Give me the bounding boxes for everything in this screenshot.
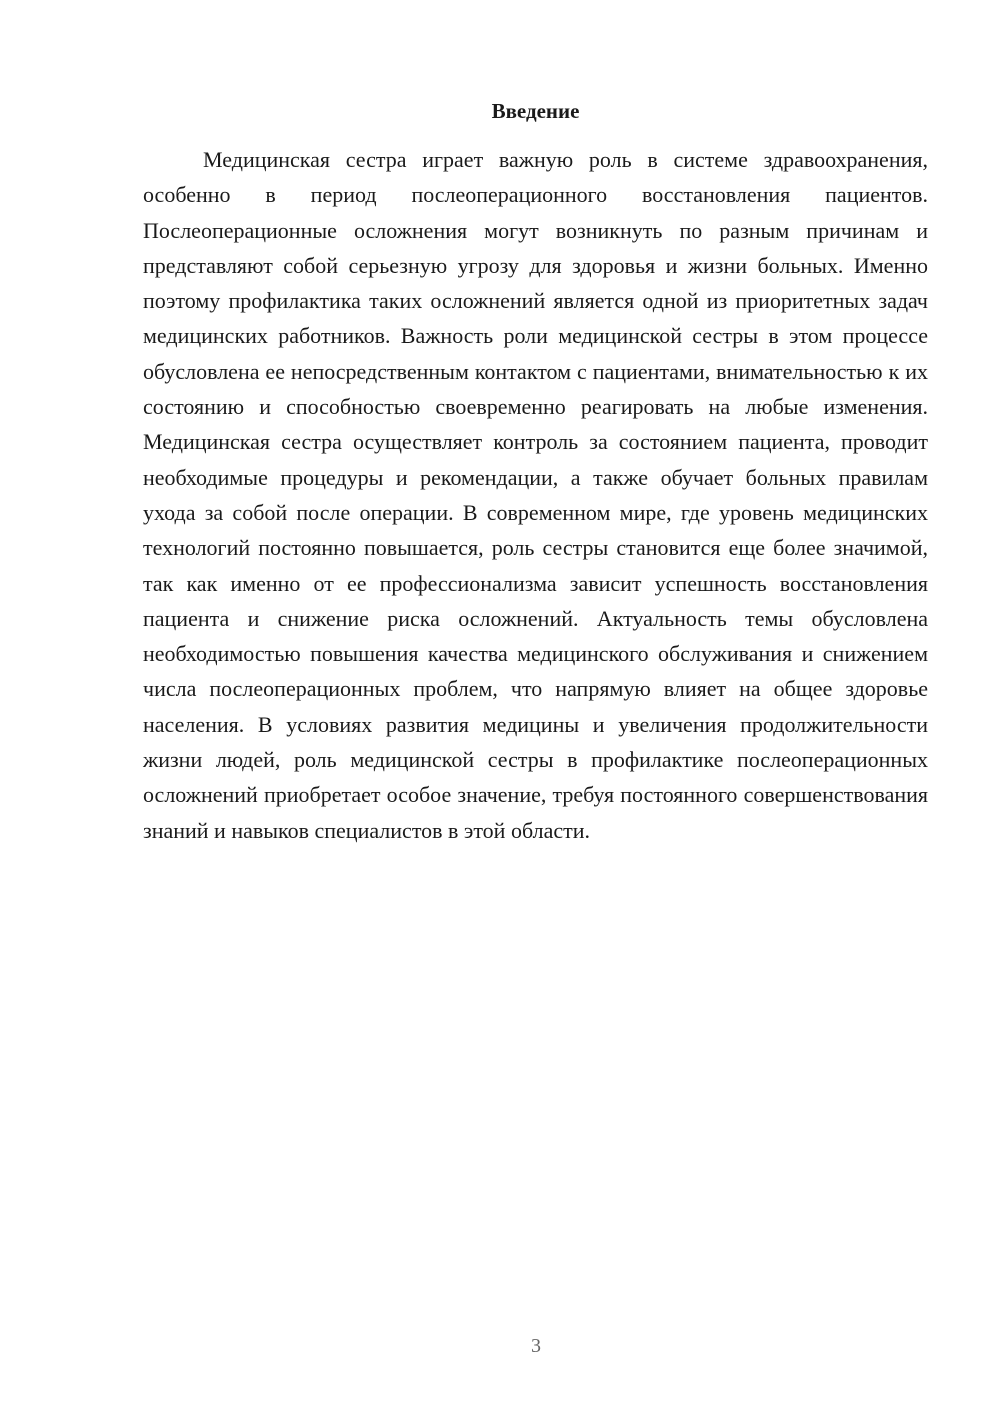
section-heading: Введение bbox=[491, 99, 580, 123]
page-number: 3 bbox=[531, 1335, 541, 1357]
body-paragraph: Медицинская сестра играет важную роль в системе здравоохранения, особенно в период послеоперационного восстановления пациентов. Послеоперационные осложнения могут возникнуть по разным причинам и представляют собой серьезную угрозу для здоровья и жизни больных. Именно поэтому профилактика таких осложнений является одной из приоритетных задач медицинских работников. Важность роли медицинской сестры в этом процессе обусловлена ее непосредственным контактом с пациентами, внимательностью к их состоянию и способностью своевременно реагировать на любые изменения. Медицинская сестра осуществляет контроль за состоянием пациента, проводит необходимые процедуры и рекомендации, а также обучает больных правилам ухода за собой после операции. В современном мире, где уровень медицинских технологий постоянно повышается, роль сестры становится еще более значимой, так как именно от ее профессионализма зависит успешность восстановления пациента и снижение риска осложнений. Актуальность темы обусловлена необходимостью повышения качества медицинского обслуживания и снижением числа послеоперационных проблем, что напрямую влияет на общее здоровье населения. В условиях развития медицины и увеличения продолжительности жизни людей, роль медицинской сестры в профилактике послеоперационных осложнений приобретает особое значение, требуя постоянного совершенствования знаний и навыков специалистов в этой области. bbox=[143, 147, 928, 843]
